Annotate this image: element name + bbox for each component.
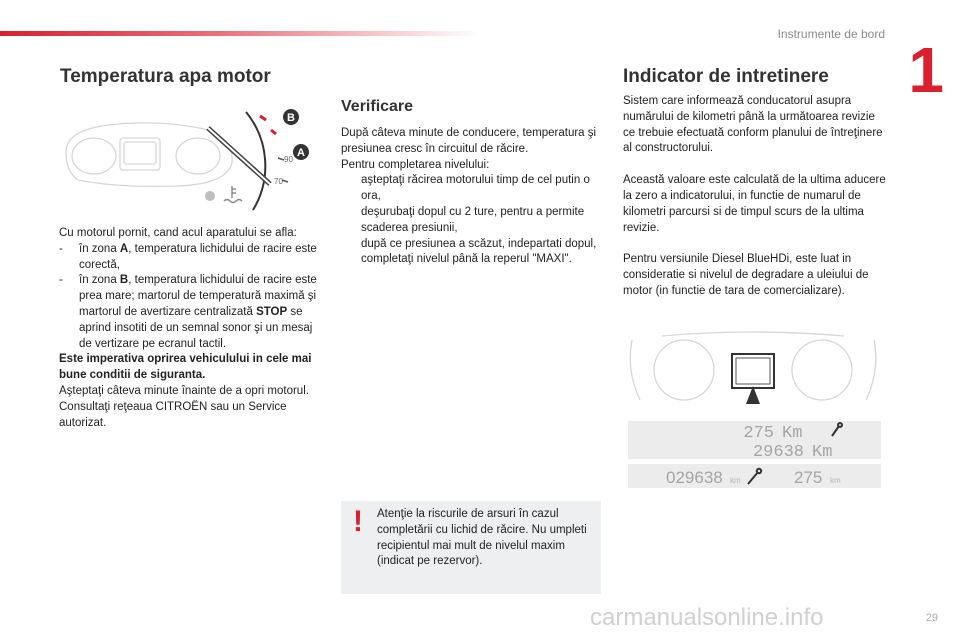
gauge-tick-90: 90 <box>284 155 293 164</box>
lcd2-unit-1: km <box>730 476 741 485</box>
consult-dealer-text: Consultaţi reţeaua CITROËN sau un Service autorizat. <box>59 400 287 429</box>
lcd-unit-2: Km <box>812 443 833 462</box>
zone-b-letter: B <box>119 274 129 287</box>
center-screen <box>732 354 774 388</box>
step-item: aşteptaţi răcirea motorului timp de cel putin o ora, <box>361 174 590 203</box>
maintenance-para-3: Pentru versiunile Diesel BlueHDi, este luat in consideratie si nivelul de degradare a uleiului de motor (in functie de tara de comercializare). <box>623 253 869 297</box>
section-label: Instrumente de bord <box>777 27 885 41</box>
marker-a: A <box>297 147 305 159</box>
stop-label: STOP <box>256 305 288 318</box>
zone-a-dash: - <box>59 242 63 255</box>
footer-watermark: carmanualsonline.info <box>590 604 824 631</box>
verification-intro: După câteva minute de conducere, temperatura şi presiunea cresc în circuitul de răcire. <box>341 127 597 155</box>
wait-text: Aşteptaţi câteva minute înainte de a opri motorul. <box>59 384 309 397</box>
lcd-service-km: 275 <box>743 424 774 443</box>
zone-b-item: - în zona B, temperatura lichidului de racire este prea mare; martorul de temperatură maximă şi martorul de avertizare centralizată STOP se aprind insotiti de un semnal sonor şi un mesaj de vertizare pe ecranul tactil. <box>59 274 317 350</box>
chapter-number: 1 <box>908 34 944 106</box>
marker-b: B <box>287 112 295 124</box>
intro-text: Cu motorul pornit, cand acul aparatului se afla: <box>59 227 297 239</box>
odometer-display-lcd <box>628 464 881 488</box>
steps-heading: Pentru completarea nivelului: <box>341 158 490 171</box>
engine-temperature-text <box>59 226 321 431</box>
lcd2-service-km: 275 <box>794 468 823 487</box>
title-engine-temperature: Temperatura apa motor <box>60 66 271 87</box>
zone-a-item: - în zona A, temperatura lichidului de racire este corectă, <box>59 242 317 271</box>
service-display-lcd <box>628 421 881 462</box>
maintenance-text <box>623 94 888 300</box>
zone-a-letter: A <box>119 242 129 255</box>
temperature-gauge-illustration <box>58 100 318 215</box>
wrench-icon <box>832 423 842 436</box>
burn-warning-text: Atenţie la riscurile de arsuri în cazul completării cu lichid de răcire. Nu umpleti recipientul mai mult de nivelul maxim (indicat pe rezervor). <box>377 508 587 568</box>
gauge-tick-red <box>260 116 276 134</box>
cluster-display-illustration <box>622 330 884 414</box>
zone-b-dash: - <box>59 274 63 287</box>
header-accent-bar <box>0 31 480 36</box>
warning-exclamation-icon: ! <box>353 505 363 538</box>
stop-vehicle-warning: Este imperativa oprirea vehiculului in cele mai bune conditii de siguranta. <box>59 353 312 382</box>
instrument-cluster-outline <box>66 123 232 187</box>
gauge-arc <box>246 112 265 210</box>
title-maintenance-indicator: Indicator de intretinere <box>623 66 829 87</box>
burn-warning-box <box>341 501 601 594</box>
step-item: după ce presiunea a scăzut, indepartati dopul, <box>361 237 597 250</box>
coolant-temperature-icon <box>224 186 242 203</box>
indicator-dot-icon <box>205 191 215 201</box>
gauge-tick-70: 70 <box>274 177 283 186</box>
lcd-odometer: 29638 <box>752 443 804 462</box>
title-verification: Verificare <box>341 98 414 115</box>
lcd-unit-1: Km <box>782 424 803 443</box>
step-item: deşurubaţi dopul cu 2 ture, pentru a permite scaderea presiunii, <box>361 205 585 234</box>
page-number: 29 <box>925 612 938 624</box>
lcd2-odometer: 029638 <box>666 468 723 487</box>
step-item: completaţi nivelul până la reperul "MAXI". <box>361 253 572 266</box>
maintenance-para-2: Această valoare este calculată de la ultima aducere la zero a indicatorului, in functie de numarul de kilometri parcursi si de timpul scurs de la ultima revizie. <box>623 174 886 234</box>
lcd2-unit-2: km <box>830 476 841 485</box>
verification-text <box>341 126 603 268</box>
wrench-icon <box>748 469 761 484</box>
maintenance-para-1: Sistem care informează conducatorul asupra numărului de kilometri până la următoarea revizie ce trebuie efectuată conform planului de întreţinere al constructorului. <box>623 95 883 155</box>
